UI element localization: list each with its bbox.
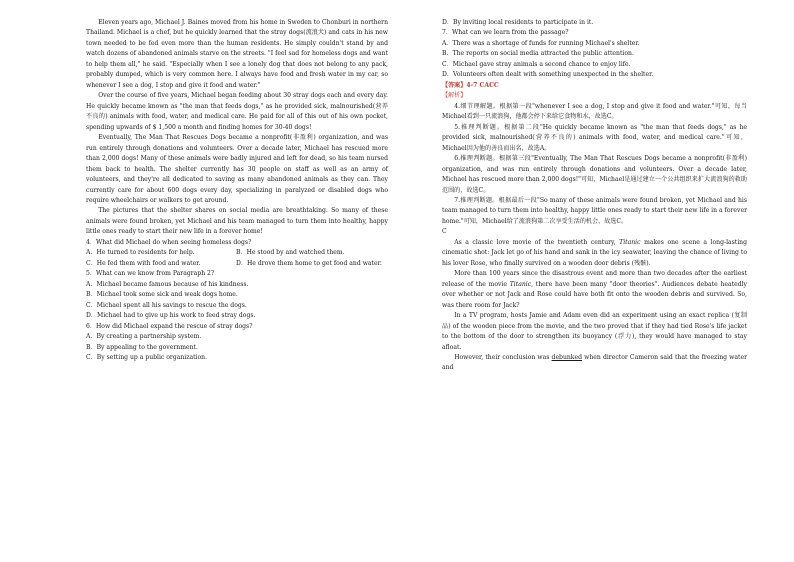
question-7-option-c: C．Michael gave stray animals a second chance to enjoy life. xyxy=(442,60,631,68)
passage-c-paragraph-1 xyxy=(442,238,747,269)
question-7-option-a: A．There was a shortage of funds for running Michael's shelter. xyxy=(442,39,640,47)
explanation-4: 4.细节理解题。根据第一段"whenever I see a dog, I stop and give it food and water."可知，每当Michael看到一只流浪狗，他都会停下来给它食物和水，故选C。 xyxy=(442,102,747,121)
passage-c-paragraph-3 xyxy=(442,311,747,353)
passage-c-p1-text-b: makes one scene a long-lasting cinematic shot: Jack let go of his hand and sank in the icy seawater, leaving the chance of living to his lover Rose, who finally survived on a wooden door debris (残骸). xyxy=(442,238,747,267)
right-column xyxy=(442,18,747,374)
passage-c-p2-text-b: , there have been many "door theories". Audiences debate heatedly over whether or not Jack and Rose could have both fit onto the wooden debris and survived. So, was there room for Jack? xyxy=(442,280,747,309)
passage-c-p1-title: Titanic xyxy=(619,238,641,246)
question-5-stem: 5．What can we know from Paragraph 2? xyxy=(86,270,215,278)
section-c-title: C xyxy=(442,228,447,236)
passage-c-paragraph-2 xyxy=(442,269,747,311)
question-4-option-a: A．He turned to residents for help. xyxy=(86,249,195,257)
passage-c-p2-text-a: More than 100 years since the disastrous event and more than two decades after the earliest release of the movie xyxy=(442,270,747,288)
passage-c-underlined-word: debunked xyxy=(551,354,583,361)
question-5-option-a: A．Michael became famous because of his kindness. xyxy=(86,280,249,288)
question-4-option-c: C．He fed them with food and water. xyxy=(86,259,201,267)
question-4-option-d: D．He drove them home to get food and water. xyxy=(236,259,382,267)
explanation-5: 5.推理判断题。根据第二段"He quickly became known as "the man that feeds dogs," as he provided sick, malnourished(营养不良的) animals with food, water, and medical care."可知，Michael因为他的善良而出名，故选A。 xyxy=(442,123,747,152)
question-6-option-d: D．By inviting local residents to participate in it. xyxy=(442,19,594,26)
answer-key: 【答案】4-7 CACC xyxy=(442,81,499,89)
question-4-stem: 4．What did Michael do when seeing homeless dogs? xyxy=(86,238,252,246)
passage-c-p2-title: Titanic xyxy=(509,280,532,288)
question-5-option-d: D．Michael had to give up his work to feed stray dogs. xyxy=(86,312,256,320)
question-5-option-c: C．Michael spent all his savings to rescue the dogs. xyxy=(86,301,247,309)
question-4-options-row-1 xyxy=(86,248,388,258)
question-6-option-a: A．By creating a partnership system. xyxy=(86,333,202,341)
question-6-option-c: C．By setting up a public organization. xyxy=(86,354,208,361)
explanation-6: 6.推理判断题。根据第三段"Eventually, The Man That Rescues Dogs became a nonprofit(非盈利) organization, and was run entirely through donations and volunteers. Over a decade later, Michael has rescued more than 2,000 dogs!"可知，Michael是通过建立一个公共组织来扩大流浪狗的救助范围的，故选C。 xyxy=(442,155,747,194)
question-7-option-b: B．The reports on social media attracted the public attention. xyxy=(442,50,634,58)
question-4-option-b: B．He stood by and watched them. xyxy=(236,249,345,257)
question-4-options-row-2 xyxy=(86,259,388,269)
question-5-option-b: B．Michael took some sick and weak dogs home. xyxy=(86,291,238,299)
question-7-stem: 7．What can we learn from the passage? xyxy=(442,29,569,37)
passage-c-p1-text-a: As a classic love movie of the twentieth century, xyxy=(454,238,620,246)
passage-paragraph-3: Eventually, The Man That Rescues Dogs became a nonprofit(非盈利) organization, and was run entirely through donations and volunteers. Over a decade later, Michael has rescued more than 2,000 dogs! Many of these animals were badly injured and left for dead, so his team nursed them back to health. The shelter currently has 30 people on staff as well as an army of volunteers, and they're all dedicated to saving as many abandoned animals as they can. They currently care for about 600 dogs every day, specializing in paralyzed or disabled dogs who require wheelchairs or walkers to get around. xyxy=(86,134,388,204)
passage-c-p3-text: In a TV program, hosts Jamie and Adam even did an experiment using an exact replica (复制品) of the wooden piece from the movie, and the two proved that if they had tied Rose's life jacket to the bottom of the door to strengthen its buoyancy (浮力), they would have managed to stay afloat. xyxy=(442,312,747,351)
passage-paragraph-1: Eleven years ago, Michael J. Baines moved from his home in Sweden to Chonburi in northern Thailand. Michael is a chef, but he quickly learned that the stray dogs(流浪犬) and cats in his new town needed to be fed even more than the human residents. He simply couldn't stand by and watch dozens of abandoned animals starve on the streets. "I feel sad for homeless dogs and want to help them all," he said. "Especially when I see a lonely dog that does not belong to any pack, probably dumped, which is very common here. I always have food and fresh water in my car, so whenever I see a dog, I stop and give it food and water." xyxy=(86,19,388,89)
passage-c-paragraph-4 xyxy=(442,353,747,374)
left-column xyxy=(86,18,388,363)
passage-paragraph-4: The pictures that the shelter shares on social media are breathtaking. So many of these animals were found broken, yet Michael and his team managed to turn them into healthy, happy little ones ready to start their new life in a forever home! xyxy=(86,207,388,236)
passage-c-p4-text-a: However, their conclusion was xyxy=(454,354,552,361)
question-7-option-d: D．Volunteers often dealt with something unexpected in the shelter. xyxy=(442,71,654,79)
passage-c-p4-text-b: when director Cameron said that the freezing water and xyxy=(442,354,747,372)
question-6-option-b: B．By appealing to the government. xyxy=(86,343,198,351)
explanation-7: 7.推理判断题。根据最后一段"So many of these animals were found broken, yet Michael and his team managed to turn them into healthy, happy little ones ready to start their new life in a forever home."可知，Michael给了流浪狗第二次享受生活的机会，故选C。 xyxy=(442,196,747,225)
passage-paragraph-2: Over the course of five years, Michael began feeding about 30 stray dogs each and every day. He quickly became known as "the man that feeds dogs," as he provided sick, malnourished(营养不良的) animals with food, water, and medical care. He paid for all of this out of his own pocket, spending upwards of $ 1,500 a month and finding homes for 30-40 dogs! xyxy=(86,92,388,131)
analysis-label: 【解析】 xyxy=(442,92,467,100)
question-6-stem: 6．How did Michael expand the rescue of stray dogs? xyxy=(86,322,253,330)
